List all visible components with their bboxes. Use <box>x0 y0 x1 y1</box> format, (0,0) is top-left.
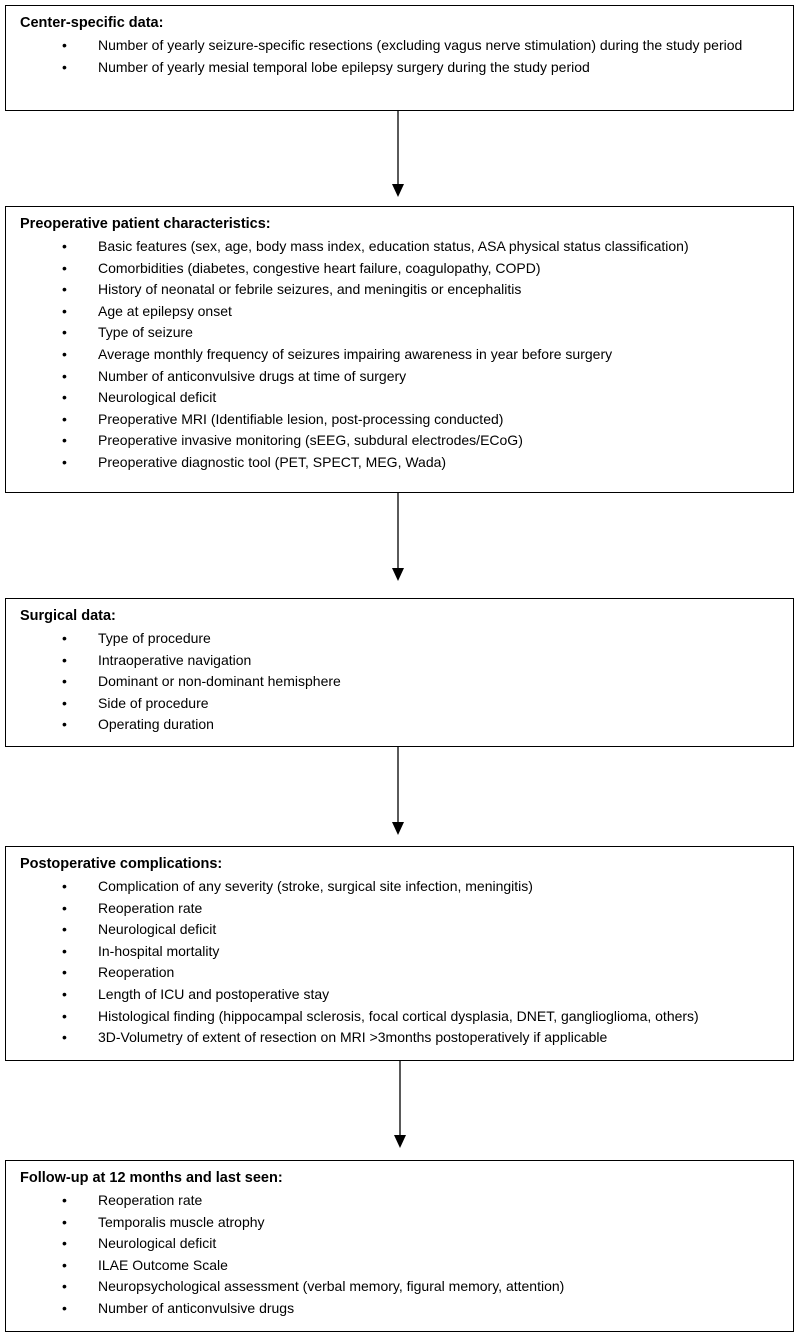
bullet-icon: • <box>62 985 67 1002</box>
arrow-3-icon <box>392 747 404 835</box>
list-item-text: Operating duration <box>98 716 214 733</box>
bullet-icon: • <box>62 1235 67 1252</box>
list-item-text: Number of anticonvulsive drugs <box>98 1299 295 1316</box>
box-title: Postoperative complications: <box>20 856 223 872</box>
list-item-text: Dominant or non-dominant hemisphere <box>98 673 341 690</box>
box-title: Center-specific data: <box>20 15 164 31</box>
bullet-icon: • <box>62 345 67 362</box>
bullet-icon: • <box>62 651 67 668</box>
bullet-icon: • <box>62 389 67 406</box>
bullet-icon: • <box>62 878 67 894</box>
bullet-icon: • <box>62 453 67 470</box>
list-item-text: Age at epilepsy onset <box>98 302 232 319</box>
list-item-text: Histological finding (hippocampal sclerosis, focal cortical dysplasia, DNET, ganglioglioma, others) <box>98 1007 699 1024</box>
list-item-text: Temporalis muscle atrophy <box>98 1213 265 1230</box>
box-title: Surgical data: <box>20 608 116 624</box>
list-item-text: Length of ICU and postoperative stay <box>98 985 330 1002</box>
list-item-text: Neuropsychological assessment (verbal memory, figural memory, attention) <box>98 1278 565 1295</box>
list-item-text: Preoperative MRI (Identifiable lesion, post-processing conducted) <box>98 410 504 427</box>
bullet-icon: • <box>62 37 67 53</box>
bullet-icon: • <box>62 324 67 341</box>
list-item-text: Intraoperative navigation <box>98 651 252 668</box>
list-item-text: ILAE Outcome Scale <box>98 1256 228 1273</box>
list-item-text: Type of procedure <box>98 630 211 646</box>
bullet-icon: • <box>62 899 67 916</box>
bullet-icon: • <box>62 694 67 711</box>
bullet-icon: • <box>62 964 67 981</box>
bullet-icon: • <box>62 432 67 449</box>
bullet-icon: • <box>62 1007 67 1024</box>
list-item-text: Neurological deficit <box>98 389 217 406</box>
bullet-icon: • <box>62 1278 67 1295</box>
list-item-text: Reoperation <box>98 964 175 981</box>
bullet-icon: • <box>62 238 67 254</box>
list-item-text: Number of yearly mesial temporal lobe epilepsy surgery during the study period <box>98 58 590 75</box>
list-item-text: In-hospital mortality <box>98 942 220 959</box>
list-item-text: Type of seizure <box>98 324 193 341</box>
arrow-2-icon <box>392 493 404 581</box>
bullet-icon: • <box>62 1256 67 1273</box>
box-title: Preoperative patient characteristics: <box>20 216 271 232</box>
list-item-text: Complication of any severity (stroke, surgical site infection, meningitis) <box>98 878 533 894</box>
bullet-icon: • <box>62 1213 67 1230</box>
bullet-icon: • <box>62 921 67 938</box>
bullet-icon: • <box>62 302 67 319</box>
bullet-icon: • <box>62 367 67 384</box>
list-item-text: Preoperative invasive monitoring (sEEG, subdural electrodes/ECoG) <box>98 432 523 449</box>
list-item-text: Average monthly frequency of seizures impairing awareness in year before surgery <box>98 345 613 362</box>
bullet-icon: • <box>62 58 67 75</box>
list-item-text: Neurological deficit <box>98 921 217 938</box>
list-item-text: Preoperative diagnostic tool (PET, SPECT, MEG, Wada) <box>98 453 447 470</box>
list-item-text: Reoperation rate <box>98 1192 203 1208</box>
list-item-text: Number of anticonvulsive drugs at time of surgery <box>98 367 407 384</box>
box-title: Follow-up at 12 months and last seen: <box>20 1170 283 1186</box>
bullet-icon: • <box>62 942 67 959</box>
list-item-text: Side of procedure <box>98 694 209 711</box>
bullet-icon: • <box>62 1299 67 1316</box>
bullet-icon: • <box>62 281 67 298</box>
bullet-icon: • <box>62 1192 67 1208</box>
list-item-text: Neurological deficit <box>98 1235 217 1252</box>
list-item-text: 3D-Volumetry of extent of resection on MRI >3months postoperatively if applicable <box>98 1029 608 1046</box>
list-item-text: Number of yearly seizure-specific resections (excluding vagus nerve stimulation) during the study period <box>98 37 743 53</box>
bullet-icon: • <box>62 673 67 690</box>
list-item-text: Reoperation rate <box>98 899 203 916</box>
list-item-text: Comorbidities (diabetes, congestive heart failure, coagulopathy, COPD) <box>98 259 541 276</box>
arrow-4-icon <box>394 1061 406 1148</box>
arrow-1-icon <box>392 111 404 197</box>
bullet-icon: • <box>62 630 67 646</box>
bullet-icon: • <box>62 259 67 276</box>
list-item-text: Basic features (sex, age, body mass index, education status, ASA physical status classification) <box>98 238 689 254</box>
list-item-text: History of neonatal or febrile seizures, and meningitis or encephalitis <box>98 281 522 298</box>
bullet-icon: • <box>62 716 67 733</box>
bullet-icon: • <box>62 1029 67 1046</box>
bullet-icon: • <box>62 410 67 427</box>
